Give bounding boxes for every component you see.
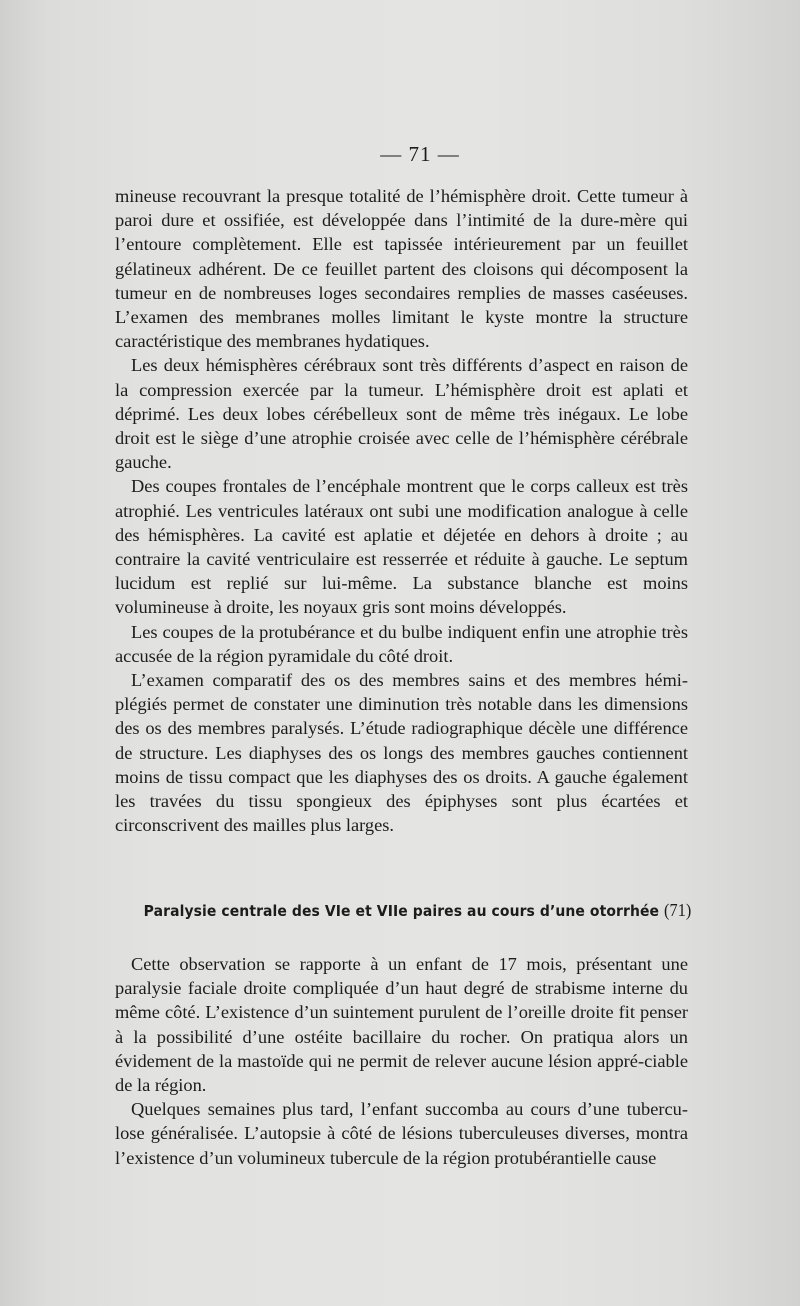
text-block-lower — [115, 952, 688, 1170]
paragraph: Cette observation se rapporte à un enfant de 17 mois, présentant une paralysie faciale droite compliquée d’un haut degré de strabisme interne du même côté. L’existence d’un suintement purulent de l’oreille droite fit penser à la possibilité d’une ostéite bacillaire du rocher. On pratiqua alors un évidement de la mastoïde qui ne permit de relever aucune lésion appré-ciable de la région. — [115, 954, 688, 1096]
text-block-upper — [115, 184, 688, 837]
paragraph: Quelques semaines plus tard, l’enfant succomba au cours d’une tubercu-lose généralisée. L’autopsie à côté de lésions tuberculeuses diverses, montra l’existence d’un volumineux tubercule de la région protubérantielle cause — [115, 1099, 688, 1168]
section-heading-text: Paralysie centrale des VIe et VIIe paires au cours d’une otorrhée — [143, 902, 660, 920]
page-number: — 71 — — [380, 142, 460, 166]
paragraph: Les coupes de la protubérance et du bulbe indiquent enfin une atrophie très accusée de la région pyramidale du côté droit. — [115, 621, 688, 666]
paragraph: Les deux hémisphères cérébraux sont très différents d’aspect en raison de la compression exercée par la tumeur. L’hémisphère droit est aplati et déprimé. Les deux lobes cérébelleux sont de même très inégaux. Le lobe droit est le siège d’une atrophie croisée avec celle de l’hémisphère cérébrale gauche. — [115, 355, 688, 473]
section-heading-reference: (71) — [664, 900, 692, 920]
paragraph: mineuse recouvrant la presque totalité de l’hémisphère droit. Cette tumeur à paroi dure et ossifiée, est développée dans l’intimité de la dure-mère qui l’entoure complètement. Elle est tapissée intérieurement par un feuillet gélatineux adhérent. De ce feuillet partent des cloisons qui décomposent la tumeur en de nombreuses loges secondaires remplies de masses caséeuses. L’examen des membranes molles limitant le kyste montre la structure caractéristique des membranes hydatiques. — [115, 186, 688, 352]
section-heading — [143, 900, 692, 921]
paragraph: Des coupes frontales de l’encéphale montrent que le corps calleux est très atrophié. Les ventricules latéraux ont subi une modification analogue à celle des hémisphères. La cavité est aplatie et déjetée en dehors à droite ; au contraire la cavité ventriculaire est resserrée et réduite à gauche. Le septum lucidum est replié sur lui-même. La substance blanche est moins volumineuse à droite, les noyaux gris sont moins développés. — [115, 476, 688, 618]
paragraph: L’examen comparatif des os des membres sains et des membres hémi-plégiés permet de constater une diminution très notable dans les dimensions des os des membres paralysés. L’étude radiographique décèle une différence de structure. Les diaphyses des os longs des membres gauches contiennent moins de tissu compact que les diaphyses des os droits. A gauche également les travées du tissu spongieux des épiphyses sont plus écartées et circonscrivent des mailles plus larges. — [115, 670, 688, 836]
